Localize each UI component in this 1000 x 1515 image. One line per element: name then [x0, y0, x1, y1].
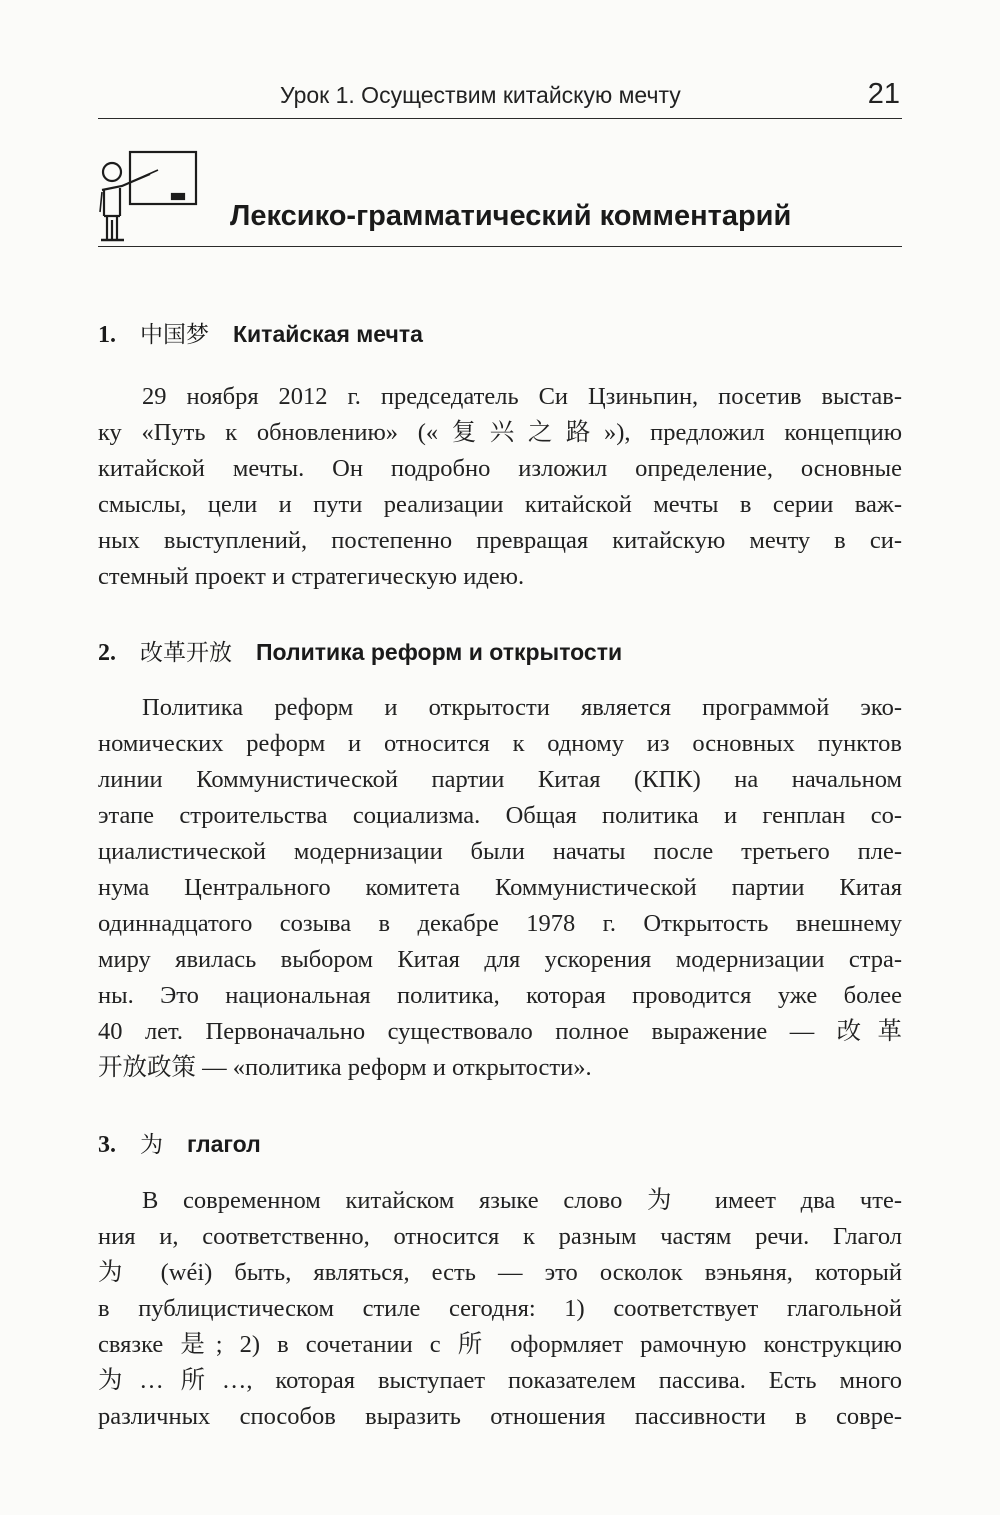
running-head-title: Урок 1. Осуществим китайскую мечту [280, 82, 681, 108]
paragraph-line: ных выступлений, постепенно превращая китайскую мечту в си- [98, 527, 902, 554]
entry-term: 为 [140, 1132, 163, 1158]
paragraph-line: одиннадцатого созыва в декабре 1978 г. Открытость внешнему [98, 910, 902, 937]
paragraph-line: связке 是; 2) в сочетании с 所 оформляет рамочную конструкцию [98, 1331, 902, 1358]
paragraph-line: 开放政策 — «политика реформ и открытости». [98, 1054, 592, 1081]
paragraph-line: Политика реформ и открытости является программой эко- [142, 694, 902, 721]
paragraph-line: в публицистическом стиле сегодня: 1) соответствует глагольной [98, 1295, 902, 1322]
paragraph-line: китайской мечты. Он подробно изложил определение, основные [98, 455, 902, 482]
paragraph-line: номических реформ и относится к одному из основных пунктов [98, 730, 902, 757]
paragraph-line: нума Центрального комитета Коммунистической партии Китая [98, 874, 902, 901]
entry-heading [98, 1126, 261, 1159]
paragraph-line: циалистической модернизации были начаты после третьего пле- [98, 838, 902, 865]
entry-number: 3. [98, 1132, 116, 1158]
paragraph-line: ния и, соответственно, относится к разным частям речи. Глагол [98, 1223, 902, 1250]
entry-heading [98, 634, 622, 667]
entry-paragraph [98, 1183, 902, 1435]
paragraph-line: этапе строительства социализма. Общая политика и генплан со- [98, 802, 902, 829]
entry-gloss: Китайская мечта [233, 321, 423, 347]
paragraph-line: В современном китайском языке слово 为 имеет два чте- [142, 1187, 902, 1214]
entry-gloss: глагол [187, 1131, 261, 1157]
paragraph-line: смыслы, цели и пути реализации китайской мечты в серии важ- [98, 491, 902, 518]
entry-term: 中国梦 [140, 322, 209, 348]
paragraph-line: ку «Путь к обновлению» («复兴之路»), предложил концепцию [98, 419, 902, 446]
entry-term: 改革开放 [140, 640, 232, 666]
section-title: Лексико-грамматический комментарий [230, 200, 792, 232]
paragraph-line: 29 ноября 2012 г. председатель Си Цзиньпин, посетив выстав- [142, 383, 902, 410]
paragraph-line: миру явилась выбором Китая для ускорения модернизации стра- [98, 946, 902, 973]
entry-paragraph [98, 379, 902, 595]
entry-paragraph [98, 690, 902, 1086]
section-header [98, 150, 902, 247]
paragraph-line: 为…所…, которая выступает показателем пассива. Есть много [98, 1367, 902, 1394]
page-number: 21 [867, 78, 900, 110]
paragraph-line: 40 лет. Первоначально существовало полное выражение — 改革 [98, 1018, 902, 1045]
entry-gloss: Политика реформ и открытости [256, 639, 623, 665]
running-head [98, 78, 902, 119]
paragraph-line: стемный проект и стратегическую идею. [98, 563, 525, 590]
entry-heading [98, 316, 423, 349]
teacher-at-board-icon [98, 150, 198, 246]
paragraph-line: 为 (wéi) быть, являться, есть — это осколок вэньяня, который [98, 1259, 902, 1286]
entry-number: 2. [98, 640, 116, 666]
paragraph-line: различных способов выразить отношения пассивности в совре- [98, 1403, 902, 1430]
entry-number: 1. [98, 322, 116, 348]
paragraph-line: линии Коммунистической партии Китая (КПК) на начальном [98, 766, 902, 793]
paragraph-line: ны. Это национальная политика, которая проводится уже более [98, 982, 902, 1009]
